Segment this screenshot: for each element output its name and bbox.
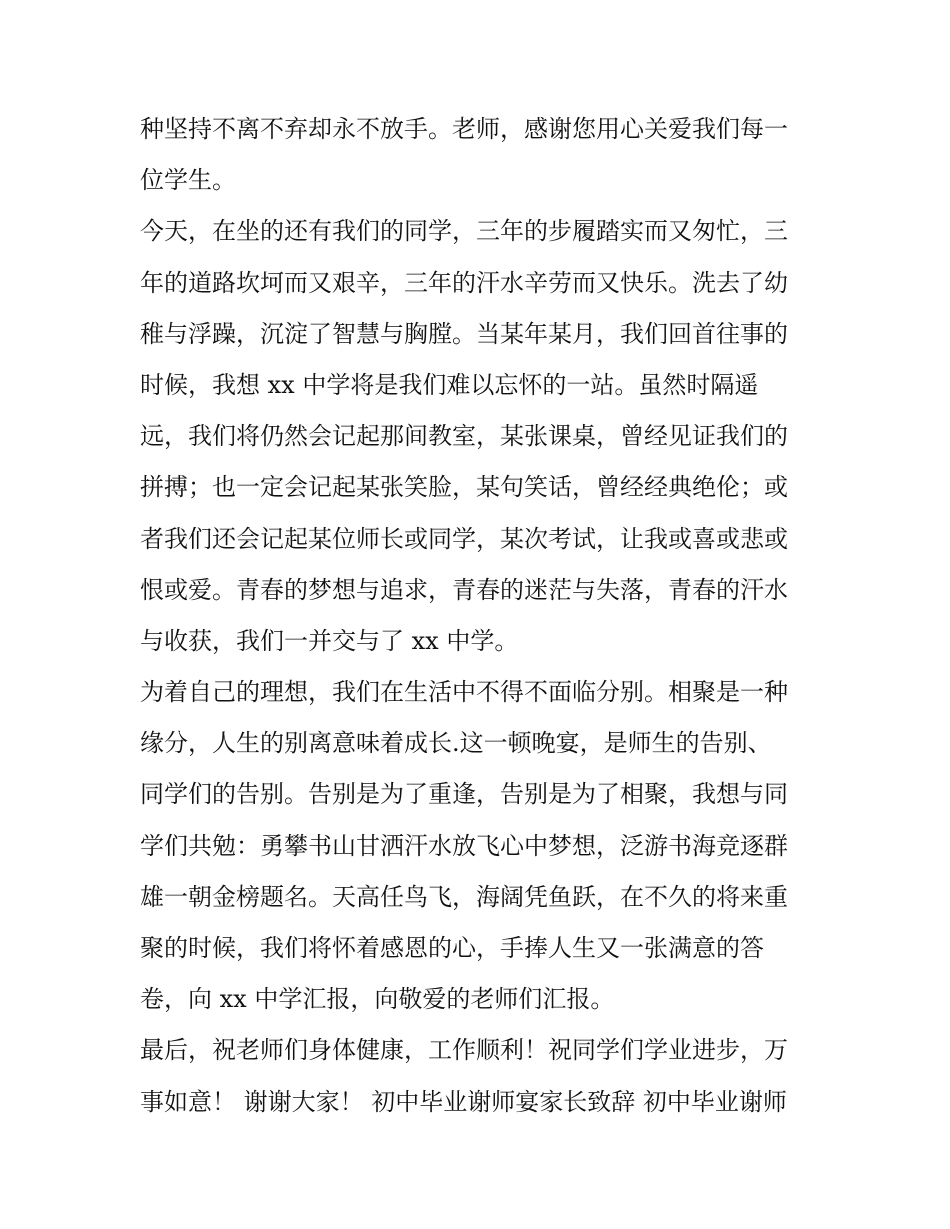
text-line: 种坚持不离不弃却永不放手。老师，感谢您用心关爱我们每一 [140, 115, 788, 143]
text-line: 今天，在坐的还有我们的同学，三年的步履踏实而又匆忙，三 [140, 217, 788, 246]
text-line: 最后，祝老师们身体健康，工作顺利！祝同学们学业进步，万 [140, 1036, 788, 1065]
text-line: 稚与浮躁，沉淀了智慧与胸膛。当某年某月，我们回首往事的 [140, 319, 788, 348]
text-line: 拼搏；也一定会记起某张笑脸，某句笑话，曾经经典绝伦；或 [140, 473, 788, 502]
text-line: 为着自己的理想，我们在生活中不得不面临分别。相聚是一种 [140, 678, 788, 707]
text-line: 恨或爱。青春的梦想与追求，青春的迷茫与失落，青春的汗水 [140, 575, 788, 604]
text-line: 缘分，人生的别离意味着成长.这一顿晚宴，是师生的告别、 [140, 729, 772, 758]
text-line: 卷，向 xx 中学汇报，向敬爱的老师们汇报。 [140, 985, 615, 1014]
text-line: 者我们还会记起某位师长或同学，某次考试，让我或喜或悲或 [140, 524, 788, 553]
text-line: 聚的时候，我们将怀着感恩的心，手捧人生又一张满意的答 [140, 934, 764, 962]
text-line: 时候，我想 xx 中学将是我们难以忘怀的一站。虽然时隔遥 [140, 370, 759, 399]
text-line: 同学们的告别。告别是为了重逢，告别是为了相聚，我想与同 [140, 780, 788, 809]
text-line: 事如意！ 谢谢大家！ 初中毕业谢师宴家长致辞 初中毕业谢师 [140, 1087, 787, 1116]
text-line: 学们共勉：勇攀书山甘洒汗水放飞心中梦想，泛游书海竞逐群 [140, 831, 788, 860]
text-line: 位学生。 [140, 166, 236, 195]
text-line: 远，我们将仍然会记起那间教室，某张课桌，曾经见证我们的 [140, 422, 788, 451]
text-line: 年的道路坎坷而又艰辛，三年的汗水辛劳而又快乐。洗去了幼 [140, 268, 788, 297]
text-line: 雄一朝金榜题名。天高任鸟飞，海阔凭鱼跃，在不久的将来重 [140, 882, 788, 911]
document-body [140, 104, 820, 1128]
text-line: 与收获，我们一并交与了 xx 中学。 [140, 626, 519, 655]
